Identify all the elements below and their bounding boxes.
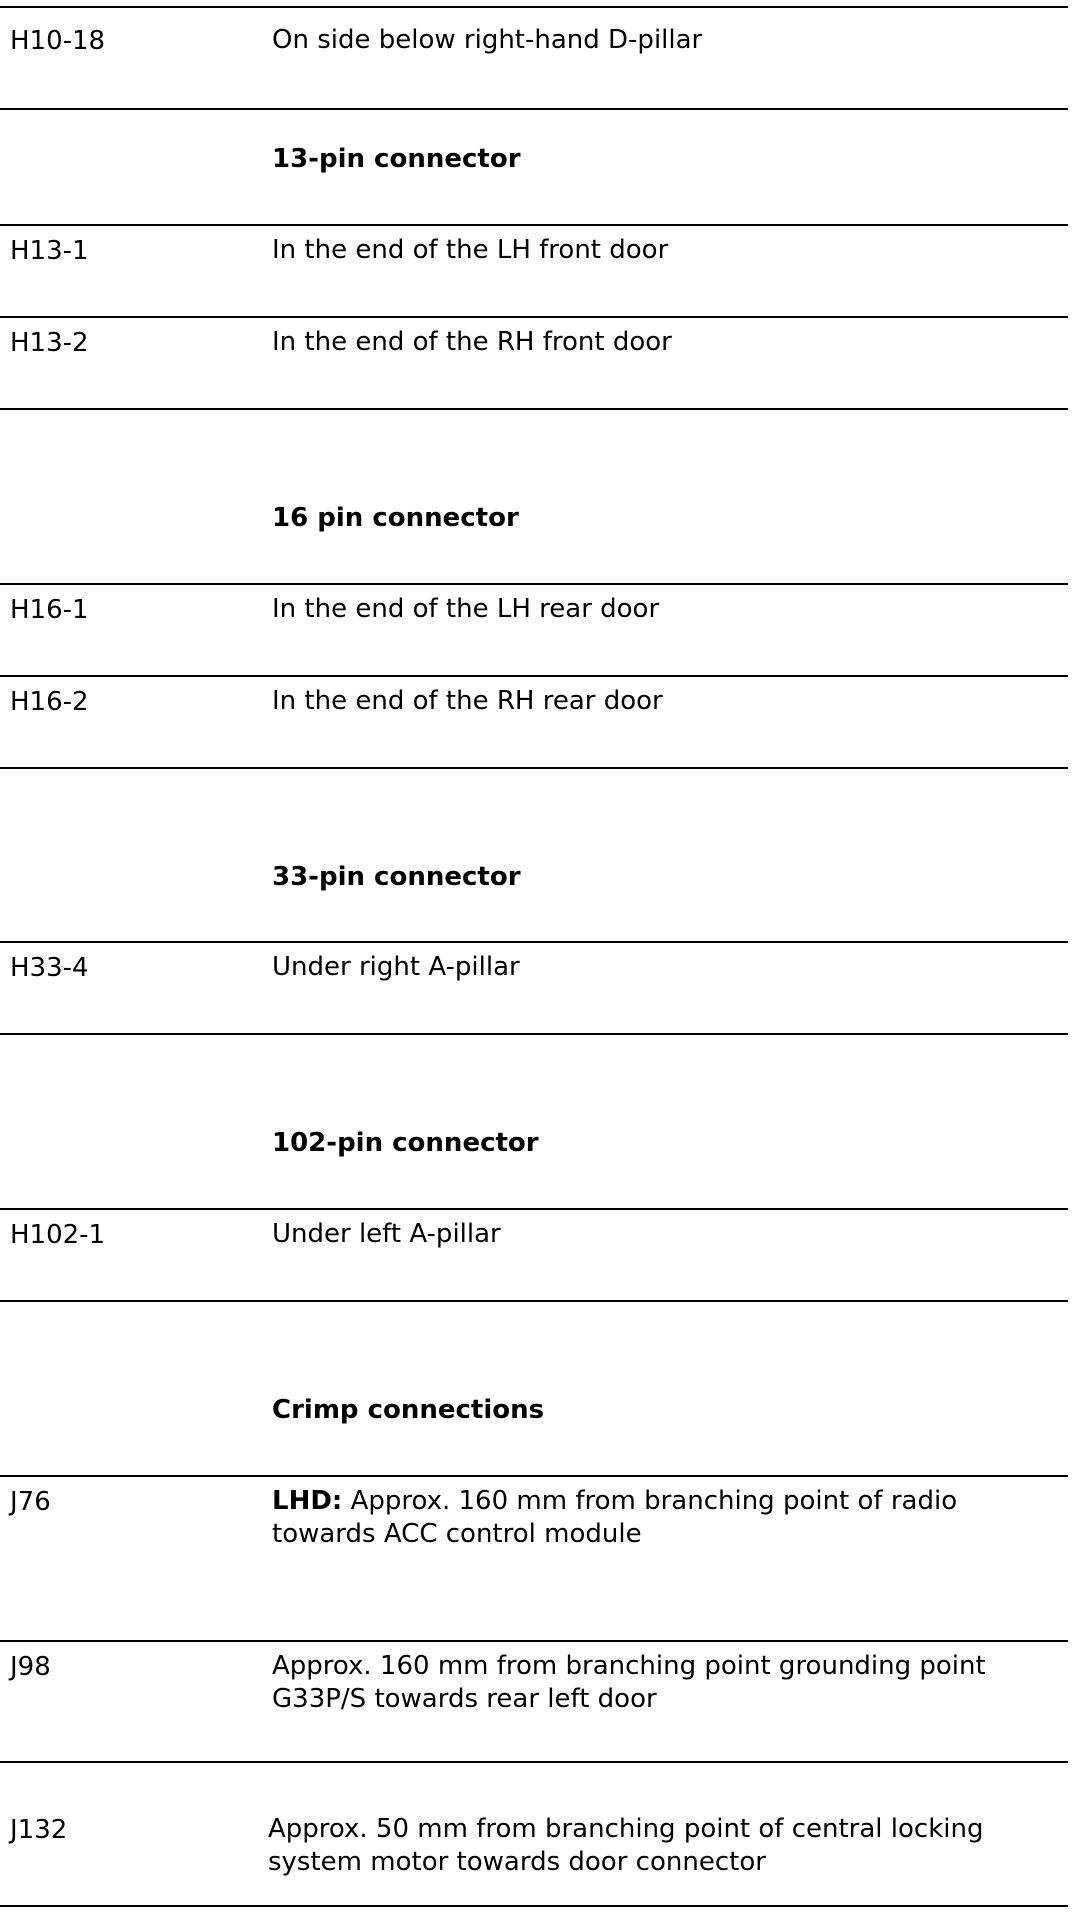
table-rule bbox=[0, 941, 1068, 943]
connector-code: H10-18 bbox=[10, 26, 106, 56]
connector-code: H16-1 bbox=[10, 595, 89, 625]
table-rule bbox=[0, 583, 1068, 585]
connector-code: H13-2 bbox=[10, 328, 89, 358]
section-heading-crimp: Crimp connections bbox=[272, 1395, 545, 1425]
connector-location: Under left A-pillar bbox=[272, 1219, 501, 1249]
connector-location: On side below right-hand D-pillar bbox=[272, 25, 703, 55]
table-rule bbox=[0, 1208, 1068, 1210]
connector-code: J98 bbox=[10, 1652, 51, 1682]
section-heading-33-pin: 33-pin connector bbox=[272, 862, 521, 892]
connector-location: Approx. 50 mm from branching point of central locking system motor towards door connector bbox=[268, 1814, 984, 1877]
section-heading-16-pin: 16 pin connector bbox=[272, 503, 519, 533]
connector-code: H102-1 bbox=[10, 1220, 106, 1250]
table-rule bbox=[0, 1640, 1068, 1642]
connector-location bbox=[272, 1485, 1062, 1551]
connector-location: In the end of the LH rear door bbox=[272, 594, 660, 624]
table-rule bbox=[0, 1905, 1068, 1907]
connector-code: J76 bbox=[10, 1487, 51, 1517]
connector-code: H13-1 bbox=[10, 236, 89, 266]
connector-location: Approx. 160 mm from branching point grounding point G33P/S towards rear left door bbox=[272, 1651, 986, 1714]
connector-code: J132 bbox=[10, 1815, 68, 1845]
table-rule bbox=[0, 1033, 1068, 1035]
connector-location: In the end of the LH front door bbox=[272, 235, 669, 265]
lhd-label: LHD: bbox=[272, 1486, 343, 1516]
table-rule bbox=[0, 1761, 1068, 1763]
table-rule bbox=[0, 316, 1068, 318]
table-rule bbox=[0, 675, 1068, 677]
connector-location: In the end of the RH rear door bbox=[272, 686, 663, 716]
connector-location: Under right A-pillar bbox=[272, 952, 520, 982]
table-rule bbox=[0, 108, 1068, 110]
section-heading-102-pin: 102-pin connector bbox=[272, 1128, 539, 1158]
section-heading-13-pin: 13-pin connector bbox=[272, 144, 521, 174]
connector-code: H16-2 bbox=[10, 687, 89, 717]
table-rule bbox=[0, 1475, 1068, 1477]
table-rule bbox=[0, 767, 1068, 769]
connector-location-text: Approx. 160 mm from branching point of radio towards ACC control module bbox=[272, 1486, 958, 1549]
connector-code: H33-4 bbox=[10, 953, 89, 983]
table-rule bbox=[0, 1300, 1068, 1302]
table-rule bbox=[0, 408, 1068, 410]
connector-location: In the end of the RH front door bbox=[272, 327, 672, 357]
table-rule bbox=[0, 6, 1068, 8]
table-rule bbox=[0, 224, 1068, 226]
